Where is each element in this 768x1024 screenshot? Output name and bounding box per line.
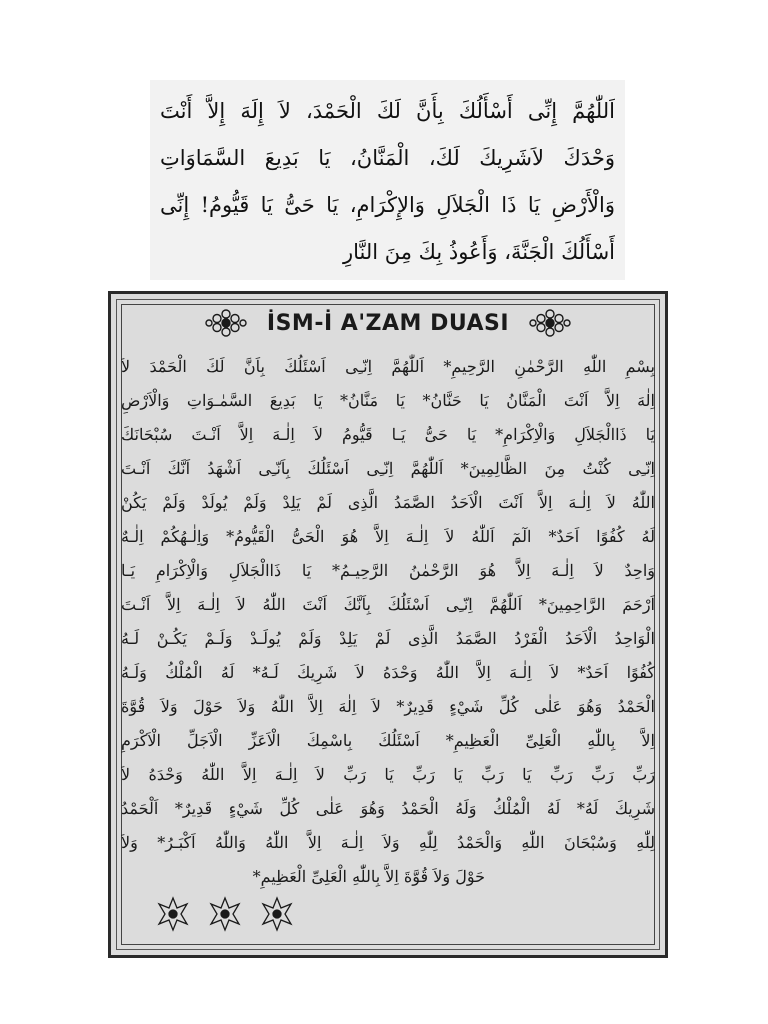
scan-heading [111,308,665,338]
prayer-text-line: كُفُوًا اَحَدٌ* لاَ اِلٰـهَ اِلاَّ اللّٰهُ وَحْدَهُ لاَ شَرِيكَ لَـهُ* لَهُ الْمُلْكُ وَلَـهُ [121,663,655,682]
prayer-text-line: وَاحِدٌ لاَ اِلٰـهَ اِلاَّ هُوَ الرَّحْمٰنُ الرَّحِيـمُ* يَا ذَاالْجَلاَلِ وَالْاِكْرَامِ يَـا [121,561,655,580]
prayer-text-line: بِسْمِ اللّٰهِ الرَّحْمٰنِ الرَّحِيمِ* اَللّٰهُمَّ اِنّـِى اَسْئَلُكَ بِاَنَّ لَكَ الْحَمْدَ لاَ [121,357,655,376]
top-text-line: وَالْأَرْضِ يَا ذَا الْجَلاَلِ وَالإِكْرَامِ، يَا حَىُّ يَا قَيُّومُ! إِنِّى [160,193,615,217]
prayer-text-line: اِلٰهَ اِلاَّ اَنْتَ الْمَنَّانُ يَا حَنَّانُ* يَا مَنَّانُ* يَا بَدِيعَ السَّمٰـوَاتِ وَالْاَرْضِ [121,391,655,410]
prayer-text-line: شَرِيكَ لَهُ* لَهُ الْمُلْكُ وَلَهُ الْحَمْدُ وَهُوَ عَلٰى كُلِّ شَيْءٍ قَدِيرٌ* اَلْحَمْدُ [121,799,655,818]
scan-title: İSM-İ A'ZAM DUASI [266,310,510,336]
prayer-text-line: اِلاَّ بِاللّٰهِ الْعَلِىِّ الْعَظِيمِ* اَسْئَلُكَ بِاسْمِكَ الْاَعَزِّ الْاَجَلِّ الْاَكْرَمِ [121,731,655,750]
prayer-text-line: الْوَاحِدُ الْاَحَدُ الْفَرْدُ الصَّمَدُ الَّذِى لَمْ يَلِدْ وَلَمْ يُولَـدْ وَلَـمْ يَكُـنْ لَـهُ [121,629,655,648]
star-ornament-icon [151,896,195,932]
prayer-text-line: لِلّٰهِ وَسُبْحَانَ اللّٰهِ وَالْحَمْدُ لِلّٰهِ وَلاَ اِلٰـهَ اِلاَّ اللّٰهُ وَاللّٰهُ اَكْبَـرُ* وَلاَ [121,833,655,852]
rosette-ornament-icon [527,308,573,338]
prayer-text-line: يَا ذَاالْجَلاَلِ وَالْاِكْرَامِ* يَا حَىُّ يَـا قَيُّومُ لاَ اِلٰـهَ اِلاَّ اَنْـتَ سُبْحَانَكَ [121,425,655,444]
prayer-text-line: حَوْلَ وَلاَ قُوَّةَ اِلاَّ بِاللّٰهِ الْعَلِىِّ الْعَظِيمِ* [252,867,485,886]
top-text-line: أَسْأَلُكَ الْجَنَّةَ، وَأَعُوذُ بِكَ مِنَ النَّارِ [342,240,615,264]
prayer-text-line: اَرْحَمَ الرَّاحِمِينَ* اَللّٰهُمَّ اِنّـِى اَسْئَلُكَ بِاَنَّكَ اَنْتَ اللّٰهُ لاَ اِلٰـهَ اِلاَّ اَنْـتَ [121,595,655,614]
prayer-text-line: اِنّـِى كُنْتُ مِنَ الظَّالِمِينَ* اَللّٰهُمَّ اِنّـِى اَسْئَلُكَ بِاَنّـِى اَشْهَدُ اَنَّكَ اَنْـتَ [121,459,655,478]
prayer-text-line: اللّٰهُ لاَ اِلٰـهَ اِلاَّ اَنْتَ الْاَحَدُ الصَّمَدُ الَّذِى لَمْ يَلِدْ وَلَمْ يُولَدْ وَلَمْ يَكُنْ [121,493,655,512]
prayer-text-line: لَهُ كُفُوًا اَحَدٌ* الٓمٓ اَللّٰهُ لاَ اِلٰـهَ اِلاَّ هُوَ الْحَىُّ الْقَيُّومُ* وَاِلٰـهُكُمْ اِلٰـهٌ [121,527,655,546]
star-ornament-icon [203,896,247,932]
prayer-text-line: رَبِّ رَبِّ رَبِّ يَا رَبِّ يَا رَبِّ يَا رَبِّ لاَ اِلٰـهَ اِلاَّ اللّٰهُ وَحْدَهُ لاَ [121,765,655,784]
prayer-body-text [121,350,655,894]
star-ornament-group [151,894,301,934]
top-arabic-text-block [150,80,625,280]
prayer-text-line: الْحَمْدُ وَهُوَ عَلٰى كُلِّ شَيْءٍ قَدِيرٌ* لاَ اِلٰهَ اِلاَّ اللّٰهُ وَلاَ حَوْلَ وَلاَ قُوَّةَ [121,697,655,716]
rosette-ornament-icon [203,308,249,338]
top-text-line: اَللّٰهُمَّ إِنِّى أَسْأَلُكَ بِأَنَّ لَكَ الْحَمْدَ، لاَ إِلَهَ إِلاَّ أَنْتَ [160,99,615,123]
scanned-prayer-page [108,291,668,958]
top-text-line: وَحْدَكَ لاَشَرِيكَ لَكَ، الْمَنَّانُ، يَا بَدِيعَ السَّمَاوَاتِ [160,146,615,170]
star-ornament-icon [255,896,299,932]
